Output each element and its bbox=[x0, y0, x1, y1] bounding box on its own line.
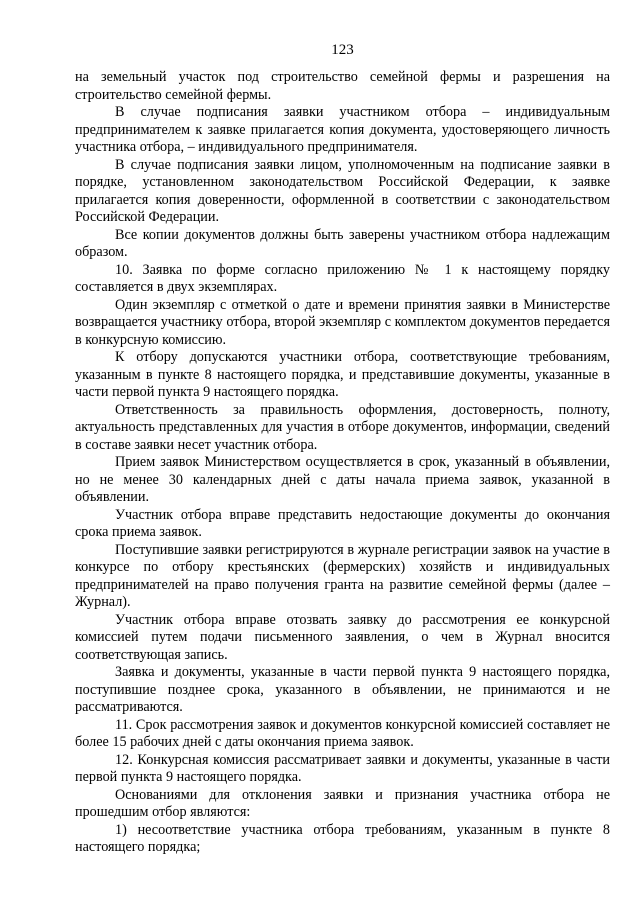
paragraph: Все копии документов должны быть заверены участником отбора надлежащим образом. bbox=[75, 226, 610, 260]
paragraph: Ответственность за правильность оформления, достоверность, полноту, актуальность представленных для участия в отборе документов, информации, сведений в составе заявки несет участник отбора. bbox=[75, 401, 610, 453]
paragraph-item-11: 11. Срок рассмотрения заявок и документов конкурсной комиссией составляет не более 15 рабочих дней с даты окончания приема заявок. bbox=[75, 716, 610, 750]
paragraph: Заявка и документы, указанные в части первой пункта 9 настоящего порядка, поступившие позднее срока, указанного в объявлении, не принимаются и не рассматриваются. bbox=[75, 664, 610, 715]
document-page bbox=[75, 40, 610, 857]
paragraph-item-12: 12. Конкурсная комиссия рассматривает заявки и документы, указанные в части первой пункта 9 настоящего порядка. bbox=[75, 751, 610, 785]
paragraph: Участник отбора вправе отозвать заявку до рассмотрения ее конкурсной комиссией путем подачи письменного заявления, о чем в Журнал вносится соответствующая запись. bbox=[75, 611, 610, 663]
paragraph: Поступившие заявки регистрируются в журнале регистрации заявок на участие в конкурсе по отбору крестьянских (фермерских) хозяйств и индивидуальных предпринимателей на право получения гранта на развитие семейной фермы (далее – Журнал). bbox=[75, 541, 610, 610]
paragraph-item-10: 10. Заявка по форме согласно приложению № 1 к настоящему порядку составляется в двух экземплярах. bbox=[75, 261, 610, 295]
paragraph: Участник отбора вправе представить недостающие документы до окончания срока приема заявок. bbox=[75, 506, 610, 540]
paragraph: Основаниями для отклонения заявки и признания участника отбора не прошедшим отбор являются: bbox=[75, 786, 610, 820]
list-item-1: 1) несоответствие участника отбора требованиям, указанным в пункте 8 настоящего порядка; bbox=[75, 821, 610, 855]
paragraph: В случае подписания заявки лицом, уполномоченным на подписание заявки в порядке, установленном законодательством Российской Федерации, к заявке прилагается копия доверенности, оформленной в соответствии с законодательством Российской Федерации. bbox=[75, 156, 610, 225]
paragraph: К отбору допускаются участники отбора, соответствующие требованиям, указанным в пункте 8 настоящего порядка, и представившие документы, указанные в части первой пункта 9 настоящего порядка. bbox=[75, 349, 610, 400]
paragraph-continuation: на земельный участок под строительство семейной фермы и разрешения на строительство семейной фермы. bbox=[75, 69, 610, 103]
paragraph: Прием заявок Министерством осуществляется в срок, указанный в объявлении, но не менее 30 календарных дней с даты начала приема заявок, указанной в объявлении. bbox=[75, 454, 610, 505]
page-number: 123 bbox=[331, 42, 354, 58]
paragraph: В случае подписания заявки участником отбора – индивидуальным предпринимателем к заявке прилагается копия документа, удостоверяющего личность участника отбора, – индивидуального предпринимателя. bbox=[75, 104, 610, 155]
paragraph: Один экземпляр с отметкой о дате и времени принятия заявки в Министерстве возвращается участнику отбора, второй экземпляр с комплектом документов передается в конкурсную комиссию. bbox=[75, 296, 610, 348]
